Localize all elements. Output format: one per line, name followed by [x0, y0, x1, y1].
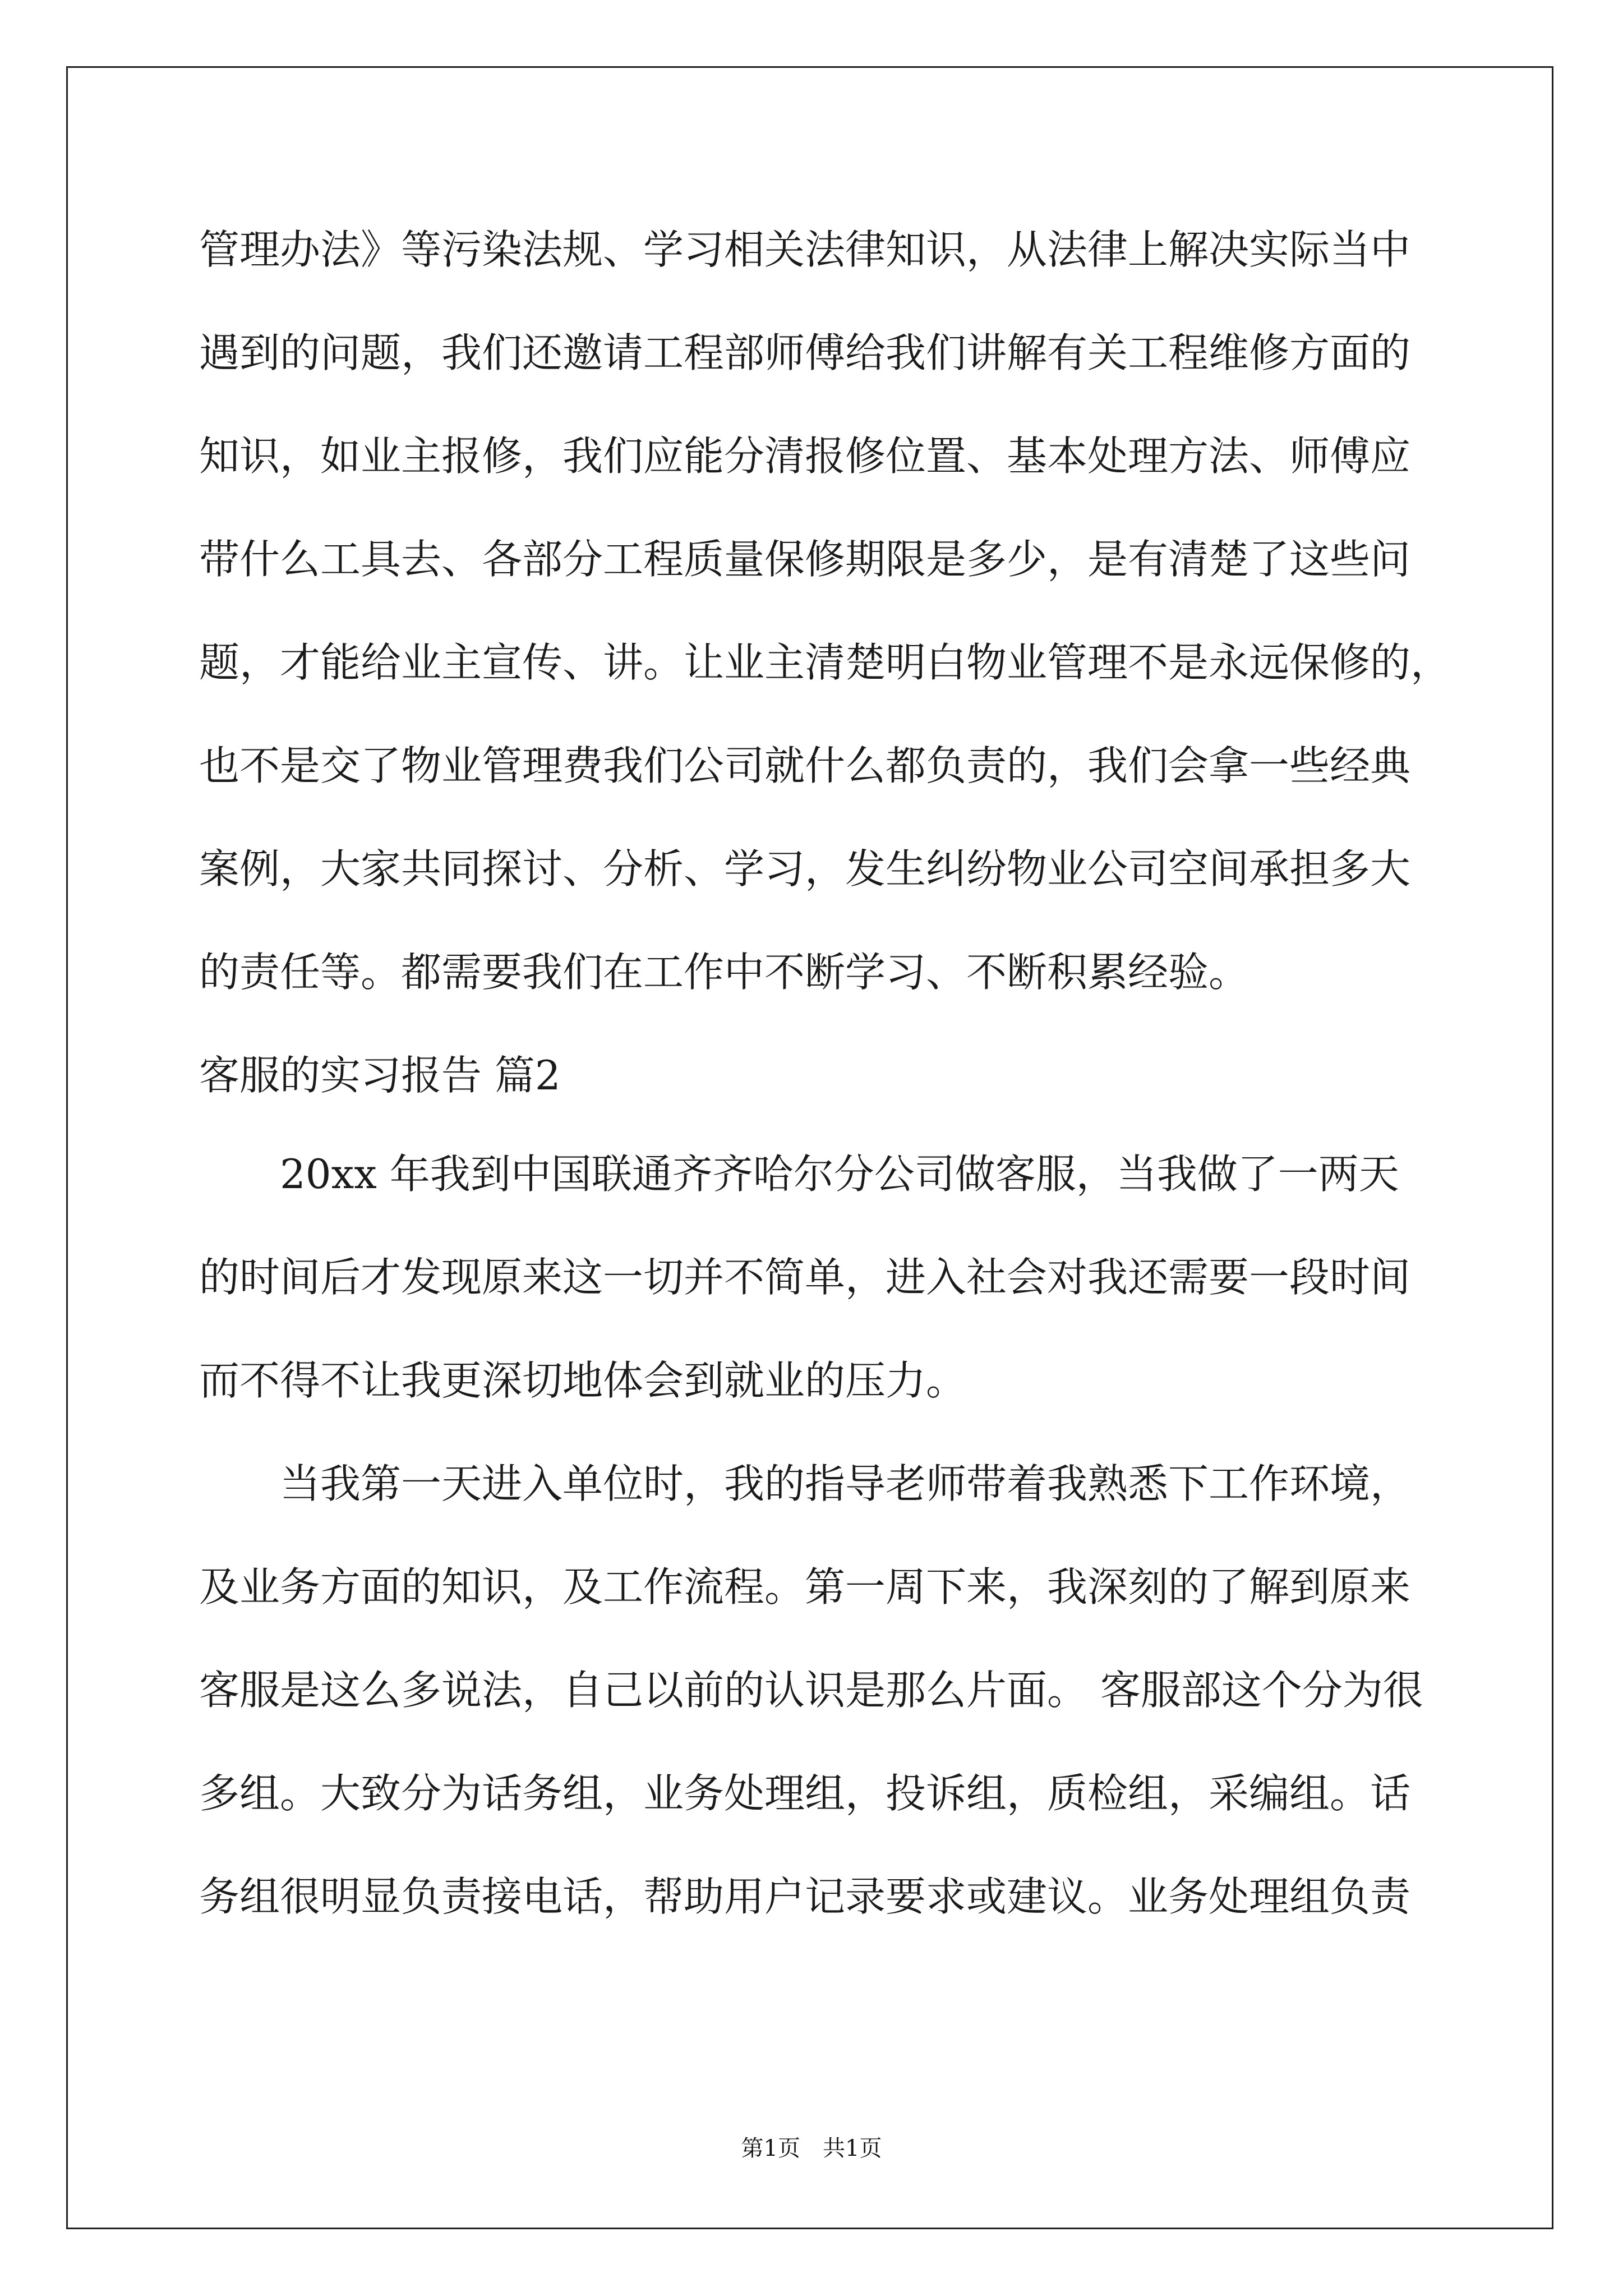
paragraph-line: 务组很明显负责接电话，帮助用户记录要求或建议。业务处理组负责: [199, 1873, 1411, 1920]
paragraph-line: 及业务方面的知识，及工作流程。第一周下来，我深刻的了解到原来: [199, 1563, 1411, 1611]
page-footer: [0, 2132, 1623, 2165]
paragraph-line: 当我第一天进入单位时，我的指导老师带着我熟悉下工作环境，: [280, 1460, 1411, 1507]
paragraph-line: 20xx 年我到中国联通齐齐哈尔分公司做客服，当我做了一两天: [280, 1151, 1399, 1198]
document-body: [199, 208, 1451, 1958]
paragraph-line: 带什么工具去、各部分工程质量保修期限是多少，是有清楚了这些问: [199, 536, 1411, 583]
paragraph-line: 多组。大致分为话务组，业务处理组，投诉组，质检组，采编组。话: [199, 1770, 1411, 1817]
paragraph-line: 客服是这么多说法，自己以前的认识是那么片面。 客服部这个分为很: [199, 1667, 1423, 1714]
paragraph-line: 而不得不让我更深切地体会到就业的压力。: [199, 1357, 967, 1404]
paragraph-line: 题，才能给业主宣传、讲。让业主清楚明白物业管理不是永远保修的，: [199, 639, 1451, 686]
paragraph-line: 也不是交了物业管理费我们公司就什么都负责的，我们会拿一些经典: [199, 742, 1411, 789]
paragraph-line: 的时间后才发现原来这一切并不简单，进入社会对我还需要一段时间: [199, 1254, 1411, 1301]
paragraph-line: 管理办法》等污染法规、学习相关法律知识，从法律上解决实际当中: [199, 226, 1411, 273]
paragraph-line: 知识，如业主报修，我们应能分清报修位置、基本处理方法、师傅应: [199, 432, 1411, 480]
page-total: 共1页: [823, 2136, 882, 2161]
paragraph-line: 的责任等。都需要我们在工作中不断学习、不断积累经验。: [199, 949, 1249, 996]
paragraph-line: 遇到的问题，我们还邀请工程部师傅给我们讲解有关工程维修方面的: [199, 329, 1411, 376]
section-heading: 客服的实习报告 篇2: [199, 1052, 561, 1099]
page-number: 第1页: [741, 2136, 800, 2161]
paragraph-line: 案例，大家共同探讨、分析、学习，发生纠纷物业公司空间承担多大: [199, 845, 1411, 892]
